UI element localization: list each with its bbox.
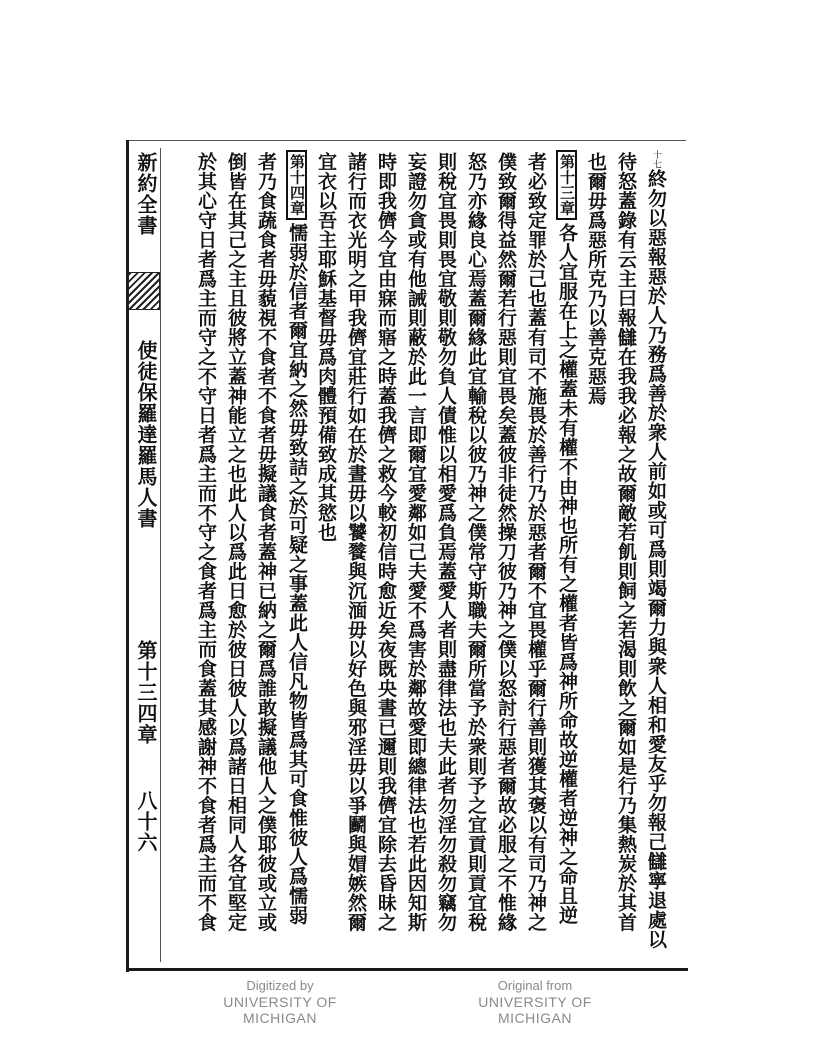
column-text: 怒乃亦緣良心焉蓋爾緣此宜輸稅以彼乃神之僕常守斯職夫爾所當予於衆則予之宜貢則貢宜稅 — [465, 152, 487, 932]
footer-digitized-label: Digitized by — [246, 978, 314, 993]
text-column-9 — [406, 152, 425, 932]
column-text: 於其心守日者爲主而守之不守日者爲主而不守之食者爲主而食蓋其感謝神不食者爲主而不食 — [195, 152, 217, 932]
column-text: 也爾毋爲惡所克乃以善克惡焉 — [585, 152, 607, 406]
page-frame-bottom-rule — [126, 968, 688, 971]
column-text: 僕致爾得益然爾若行惡則宜畏矣蓋彼非徒然操刀彼乃神之僕以怒討行惡者爾故必服之不惟緣 — [495, 152, 517, 932]
book-title: 新約全書 — [134, 152, 158, 236]
page-number: 八十六 — [134, 790, 158, 853]
text-column-16 — [196, 152, 215, 932]
column-text: 終勿以惡報惡於人乃務爲善於衆人前如或可爲則竭爾力與衆人相和愛友乎勿報己讎寧退處以 — [645, 169, 667, 949]
page-frame-top-rule — [126, 140, 686, 141]
footer-original-institution: UNIVERSITY OF MICHIGAN — [478, 993, 592, 1027]
text-column-8 — [436, 152, 455, 932]
footer-digitized-by — [190, 978, 370, 1027]
text-column-6 — [496, 152, 515, 932]
footer-digitized-institution: UNIVERSITY OF MICHIGAN — [223, 993, 337, 1027]
column-text: 者必致定罪於己也蓋有司不施畏於善行乃於惡者爾不宜畏權乎爾行善則獲其褒以有司乃神之 — [525, 152, 547, 932]
column-text: 宜衣以吾主耶穌基督毋爲肉體預備致成其慾也 — [315, 152, 337, 542]
column-text: 妄證勿貪或有他誡則蔽於此一言即爾宜愛鄰如己夫愛不爲害於鄰故愛即總律法也若此因知斯 — [405, 152, 427, 932]
epistle-title: 使徒保羅達羅馬人書 — [134, 340, 158, 529]
column-text: 各人宜服在上之權蓋未有權不由神也所有之權者皆爲神所命故逆權者逆神之命且逆 — [556, 223, 578, 925]
chapter-label-box: 第十四章 — [286, 150, 307, 220]
column-text: 待怒蓋錄有云主曰報讎在我我必報之故爾敵若飢則飼之若渴則飲之爾如是行乃集熱炭於其首 — [615, 152, 637, 932]
header-column-rule — [160, 148, 161, 962]
text-column-15 — [226, 152, 245, 932]
footer-original-label: Original from — [497, 978, 573, 993]
text-column-13 — [286, 150, 307, 925]
text-column-2 — [616, 152, 635, 932]
chapter-heading: 第十三四章 — [134, 640, 158, 745]
text-column-7 — [466, 152, 485, 932]
footer-original-from — [445, 978, 625, 1027]
column-text: 則稅宜畏則畏宜敬則敬勿負人債惟以相愛爲負焉蓋愛人者則盡律法也夫此者勿淫勿殺勿竊勿 — [435, 152, 457, 932]
column-text: 者乃食蔬食者毋藐視不食者不食者毋擬議食者蓋神已納之爾爲誰敢擬議他人之僕耶彼或立或 — [255, 152, 277, 932]
text-column-10 — [376, 152, 395, 932]
column-text: 諸行而衣光明之甲我儕宜莊行如在於晝毋以饕餮與沉湎毋以好色與邪淫毋以爭鬬與媢嫉然爾 — [345, 152, 367, 932]
chapter-label-box: 第十三章 — [556, 150, 577, 220]
text-column-5 — [526, 152, 545, 932]
page-frame-left-rule — [126, 140, 129, 972]
text-column-1 — [646, 150, 665, 949]
column-text: 倒皆在其己之主且彼將立蓋神能立之也此人以爲此日愈於彼日彼人以爲諸日相同人各宜堅定 — [225, 152, 247, 932]
text-column-12 — [316, 152, 335, 542]
column-text: 時即我儕今宜由寐而寤之時蓋我儕之救今較初信時愈近矣夜既央晝已邇則我儕宜除去昏昧之 — [375, 152, 397, 932]
column-text: 懦弱於信者爾宜納之然毋致詰之於可疑之事蓋此人信凡物皆爲其可食惟彼人爲懦弱 — [286, 223, 308, 925]
ornament-icon — [128, 272, 160, 310]
text-column-14 — [256, 152, 275, 932]
text-column-3 — [586, 152, 605, 406]
verse-marker: 十七 — [651, 150, 661, 169]
text-column-4 — [556, 150, 577, 925]
text-column-11 — [346, 152, 365, 932]
